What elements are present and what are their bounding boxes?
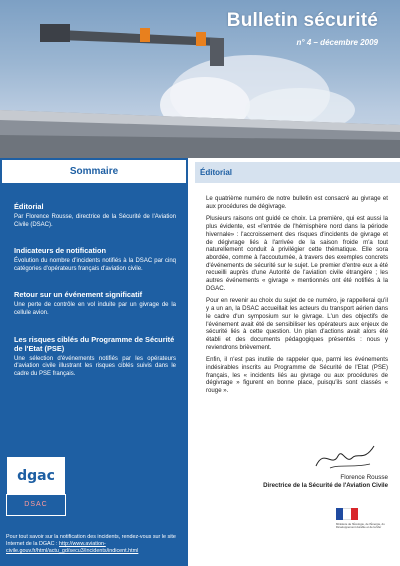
handwritten-signature	[310, 438, 380, 474]
sommaire-item-text: Une sélection d'événements notifiés par les opérateurs d'aviation civile illustrant les risques ciblés suivis dans le cadre du PSE français.	[14, 355, 176, 377]
signature-name: Florence Rousse	[340, 474, 388, 481]
sommaire-item-editorial[interactable]	[14, 202, 176, 229]
dgac-logo	[6, 456, 66, 518]
sommaire-item-title: Indicateurs de notification	[14, 246, 106, 256]
editorial-body	[206, 195, 388, 400]
sommaire-item-title: Retour sur un événement significatif	[14, 290, 143, 300]
sommaire-item-indicateurs[interactable]	[14, 246, 176, 273]
editorial-paragraph: Pour en revenir au choix du sujet de ce numéro, je rappellerai qu'il y a un an, la DSAC accueillait les acteurs du transport aérien dans le cadre d'un symposium sur le givrage. L'un des objectifs de l'événement avait été de sensibiliser les opérateurs aux enjeux de sécurité liés à cette question. Un plan d'actions avait alors été établi et des documents pédagogiques présentés : nous y reviendrons brièvement.	[206, 297, 388, 351]
issue-number: n° 4 – décembre 2009	[296, 38, 378, 47]
footnote-text: Pour tout savoir sur la notification des incidents, rendez-vous sur le site Internet de la DGAC :	[6, 534, 176, 547]
sommaire-item-title: Éditorial	[14, 202, 44, 211]
dgac-logo-mark	[6, 456, 66, 494]
editorial-heading-bar: Éditorial	[195, 162, 400, 183]
republique-francaise-logo	[336, 508, 386, 552]
sommaire-item-retour[interactable]	[14, 290, 176, 317]
notification-footnote	[6, 534, 182, 555]
dsac-label	[6, 494, 66, 516]
signature-role: Directrice de la Sécurité de l'Aviation Civile	[263, 482, 388, 489]
dgac-incidents-link[interactable]: http://www.aviation-civile.gouv.fr/html/actu_gd/secu3/incidents/indicent.html	[6, 541, 139, 554]
editorial-paragraph: Plusieurs raisons ont guidé ce choix. La première, qui est aussi la plus évidente, est «l'entrée de l'hémisphère nord dans la période hivernale» : l'accroissement des risques d'incidents de givrage et de dégivrage liés à l'arrivée de la saison froide m'a tout naturellement conduit à privilégier cette thématique. Elle sora abordée, comme à l'accoutumée, à travers des exemples concrets d'événements de sécurité sur le sujet. Le premier d'entre eux a été recueilli auprès d'une Autorité de l'aviation civile étrangère ; les autres événements « givrage » mentionnés ont été notifiés à la DGAC.	[206, 215, 388, 292]
sommaire-panel	[0, 158, 188, 566]
dgac-logo-text: dgac	[17, 467, 55, 484]
sommaire-list	[14, 202, 176, 395]
sommaire-item-text: Une perte de contrôle en vol induite par un givrage de la cellule avion.	[14, 302, 176, 316]
header-photo	[0, 0, 400, 158]
sommaire-item-risques[interactable]	[14, 335, 176, 379]
sommaire-item-text: Par Florence Rousse, directrice de la Sécurité de l'Aviation Civile (DSAC).	[14, 214, 176, 228]
editorial-paragraph: Le quatrième numéro de notre bulletin est consacré au givrage et aux procédures de dégivrage.	[206, 195, 388, 210]
ministry-text: Ministère de l'Écologie, de l'Énergie, du Développement durable et de la Mer	[336, 522, 385, 530]
sommaire-item-text: Évolution du nombre d'incidents notifiés à la DSAC par cinq catégories d'opérateurs français d'aviation civile.	[14, 258, 176, 272]
editorial-paragraph: Enfin, il n'est pas inutile de rappeler que, parmi les événements indésirables inscrits au Programme de Sécurité de l'Etat (PSE) français, les « incidents liés au givrage ou aux procédures de dégivrage » figurent en bonne place, puisqu'ils sont classés « rouge ».	[206, 356, 388, 395]
bulletin-title: Bulletin sécurité	[226, 10, 378, 31]
french-flag-icon	[336, 508, 358, 520]
sommaire-item-title: Les risques ciblés du Programme de Sécurité de l'Etat (PSE)	[14, 334, 175, 353]
dsac-label-text: DSAC	[24, 501, 48, 508]
sommaire-heading: Sommaire	[0, 158, 188, 185]
